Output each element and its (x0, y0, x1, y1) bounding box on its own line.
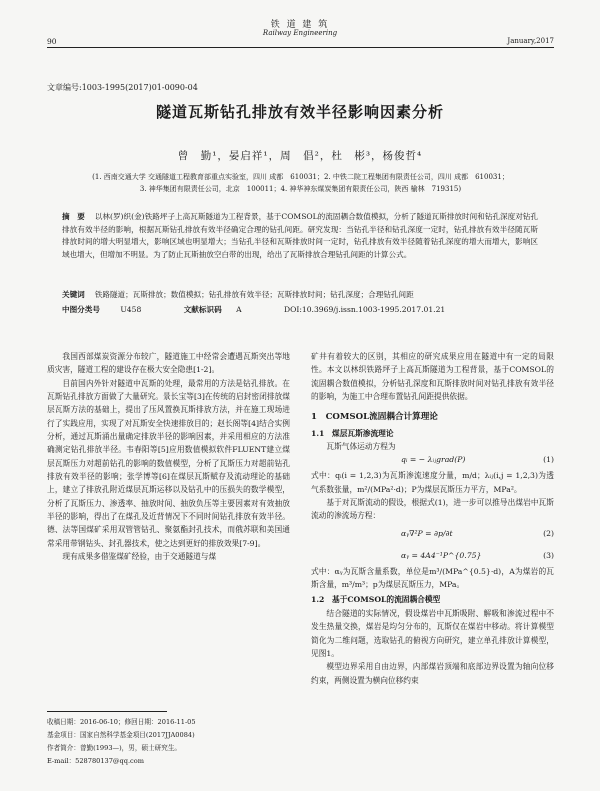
keywords (62, 290, 538, 300)
journal-name-cn: 铁 道 建 筑 (270, 20, 330, 30)
paragraph: 式中：qᵢ(i = 1,2,3)为瓦斯渗流速度分量，m/d；λᵢⱼ(i,j = 1,2,3)为透气系数张量，m²/(MPa²·d)；P为煤层瓦斯压力平方，MPa²。 (311, 471, 554, 494)
affiliations (47, 172, 554, 194)
abstract (62, 211, 538, 262)
paragraph: 瓦斯气体运动方程为 (326, 442, 396, 452)
section-heading-1-2: 1.2 基于COMSOL的流固耦合模型 (311, 595, 441, 605)
header-rule (47, 47, 554, 48)
footnote-email: E-mail：528780137@qq.com (47, 757, 144, 765)
equation-body: αᵧ = 4A4⁻¹P^{0.75} (401, 550, 482, 560)
paragraph: 基于对瓦斯流动的假设，根据式(1)，进一步可以推导出煤岩中瓦斯流动的渗流场方程： (311, 498, 554, 521)
authors: 曾 勤¹，晏启祥¹，周 倡²，杜 彬³，杨俊哲⁴ (177, 150, 423, 162)
paragraph: 目前国内外针对隧道中瓦斯的处理，最常用的方法是钻孔排放。在瓦斯钻孔排放方面做了大量研究。景长宝等[3]在传统的启封密闭排放煤层瓦斯方法的基础上，提出了压风置换瓦斯排放方法，并在施工现场进行了实践应用，实现了对瓦斯安全快速排放目的；赵长阁等[4]结合实例分析，通过瓦斯涌出量确定排放半径的影响因素，并采用相应的方法准确测定钻孔排放半径。韦春阳等[5]应用数值模拟软件FLUENT建立煤层瓦斯压力对超前钻孔的影响的数值模型，分析了瓦斯压力对超前钻孔排放有效半径的影响；张学博等[6]在煤层瓦斯赋存及流动理论的基础上，建立了排放孔附近煤层瓦斯运移以及钻孔中的压损失的数学模型，分析了瓦斯压力、渗透率、抽放时间、抽放负压等主要因素对有效抽放半径的影响，得出了在煤孔及近背情况下不同时间钻孔排放有效半径。德、法等国煤矿采用双管管钻孔、聚氨酯封孔技术，而俄苏联和美国通常采用带钢钻头、封孔器技术，使之达到更好的排放效果[7-9]。 (47, 378, 290, 548)
abstract-text: 以林(罗)织(金)铁路坪子上高瓦斯隧道为工程背景，基于COMSOL的流固耦合数值模拟，分析了隧道瓦斯排放时间和钻孔深度对钻孔排放有效半径的影响，根据瓦斯钻孔排放有效半径确定合理的钻孔间距。研究发现：当钻孔半径和钻孔深度一定时，钻孔排放有效半径随瓦斯排放时间的增大明显增大，影响区域也明显增大；当钻孔半径和瓦斯排放时间一定时，钻孔排放有效半径随着钻孔深度的增大而增大，影响区域也增大，但增加不明显。为了防止瓦斯抽放空白带的出现，给出了瓦斯排放合理钻孔间距的计算公式。 (62, 212, 538, 260)
footnote-rule (47, 711, 167, 712)
footnote-author: 作者简介：曾勤(1993—)，男，硕士研究生。 (47, 744, 182, 752)
abstract-label: 摘 要 (62, 212, 85, 221)
equation-1 (311, 453, 554, 469)
doc-code-value: A (236, 305, 242, 314)
keywords-label: 关键词 (62, 290, 85, 299)
paragraph: 矿井有着较大的区别，其相应的研究成果应用在隧道中有一定的局限性。本文以林织铁路坪子上高瓦斯隧道为工程背景，基于COMSOL的流固耦合数值模拟，分析钻孔深度和瓦斯排放时间对钻孔排放有效半径的影响，为施工中合理布置钻孔间距提供依据。 (311, 352, 554, 402)
paragraph: 式中：αᵧ为瓦斯含量系数，单位是m³/(MPa^{0.5}·d)，A为煤岩的瓦斯含量，m³/m³；p为煤层瓦斯压力，MPa。 (311, 566, 554, 590)
left-column (47, 350, 290, 564)
paper-title: 隧道瓦斯钻孔排放有效半径影响因素分析 (155, 103, 444, 121)
equation-number: (3) (543, 550, 554, 560)
footnote-received: 收稿日期：2016-06-10；修回日期：2016-11-05 (47, 718, 196, 726)
equation-number: (2) (543, 528, 554, 538)
issue-date: January,2017 (507, 37, 554, 45)
equation-number: (1) (543, 455, 554, 465)
equation-3 (311, 549, 554, 565)
keywords-text: 铁路隧道；瓦斯排放；数值模拟；钻孔排放有效半径；瓦斯排放时间；钻孔深度；合理钻孔间距 (94, 290, 414, 299)
equation-body: αᵧ∇²P = ∂p/∂t (401, 528, 453, 538)
paragraph: 模型边界采用自由边界，内部煤岩顶端和底部边界设置为轴向位移约束，两侧设置为横向位移约束 (311, 662, 554, 685)
clc-label: 中图分类号 (62, 305, 100, 314)
journal-name-en: Railway Engineering (262, 29, 338, 37)
affiliation-line: 3. 神华集团有限责任公司，北京 100011；4. 神华神东煤炭集团有限责任公司，陕西 榆林 719315) (139, 185, 462, 193)
section-heading-1: 1 COMSOL流固耦合计算理论 (311, 412, 438, 423)
section-heading-1-1: 1.1 煤层瓦斯渗流理论 (311, 428, 394, 438)
page-number: 90 (47, 37, 57, 46)
equation-body: qᵢ = − λᵢⱼgrad(P) (401, 455, 466, 465)
doc-code-label: 文献标识码 (183, 305, 222, 314)
footnotes (47, 716, 290, 768)
classification-line (62, 305, 538, 315)
paragraph: 现有成果多借鉴煤矿经验，由于交通隧道与煤 (62, 552, 217, 562)
affiliation-line: (1. 西南交通大学 交通隧道工程教育部重点实验室，四川 成都 610031；2. 中铁二院工程集团有限责任公司，四川 成都 610031； (92, 173, 509, 181)
article-id: 文章编号:1003-1995(2017)01-0090-04 (47, 83, 198, 92)
footnote-fund: 基金项目：国家自然科学基金项目(2017JJA0084) (47, 731, 195, 739)
clc-value: U458 (120, 305, 142, 314)
doi: DOI:10.3969/j.issn.1003-1995.2017.01.21 (284, 305, 446, 314)
paragraph: 我国西部煤炭资源分布较广，隧道施工中经常会遭遇瓦斯突出等地质灾害，隧道工程的建设存在极大安全隐患[1-2]。 (47, 352, 290, 375)
right-column (311, 350, 554, 687)
paragraph: 结合隧道的实际情况，假设煤岩中瓦斯吸附、解吸和渗流过程中不发生热量交换，煤岩是均匀分布的，瓦斯仅在煤岩中移动。将计算模型简化为二维问题，选取钻孔的俯视方向研究，建立单孔排放计算模型，见图1。 (311, 608, 554, 658)
equation-2 (311, 523, 554, 549)
